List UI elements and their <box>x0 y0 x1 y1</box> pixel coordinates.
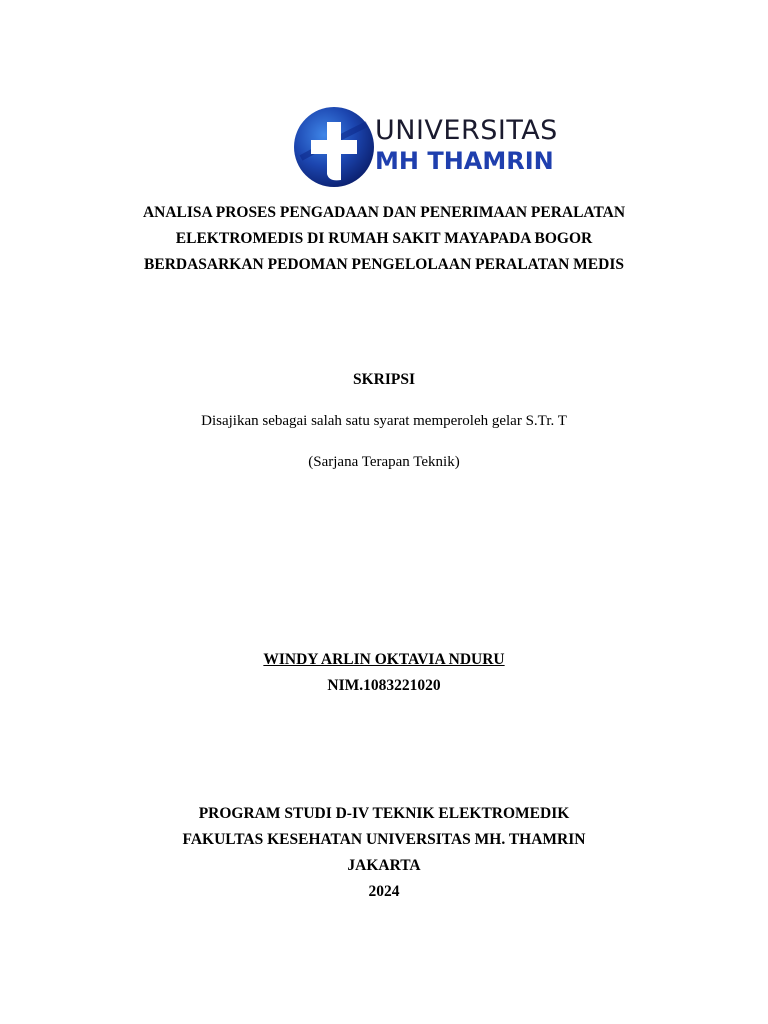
year: 2024 <box>368 883 400 900</box>
logo-line-mh-thamrin: MH THAMRIN <box>375 147 554 175</box>
document-type: SKRIPSI <box>352 371 416 388</box>
title-line-3: BERDASARKAN PEDOMAN PENGELOLAAN PERALATAN MEDIS <box>144 256 624 273</box>
city: JAKARTA <box>347 857 421 874</box>
thesis-title <box>0 200 768 278</box>
title-line-1: ANALISA PROSES PENGADAAN DAN PENERIMAAN PERALATAN <box>142 204 626 221</box>
title-line-2: ELEKTROMEDIS DI RUMAH SAKIT MAYAPADA BOGOR <box>175 230 593 247</box>
faculty: FAKULTAS KESEHATAN UNIVERSITAS MH. THAMRIN <box>182 831 586 848</box>
author-name <box>0 651 768 669</box>
institution-block <box>0 801 768 905</box>
degree-purpose: Disajikan sebagai salah satu syarat memperoleh gelar S.Tr. T <box>201 413 567 429</box>
study-program: PROGRAM STUDI D-IV TEKNIK ELEKTROMEDIK <box>198 805 570 822</box>
author-name-text: WINDY ARLIN OKTAVIA NDURU <box>263 651 505 668</box>
logo-wordmark <box>375 115 558 176</box>
university-logo <box>293 106 558 190</box>
student-id: NIM.1083221020 <box>327 677 441 694</box>
degree-name: (Sarjana Terapan Teknik) <box>308 454 460 470</box>
logo-line-universitas: UNIVERSITAS <box>375 115 558 146</box>
university-emblem-icon <box>293 106 375 188</box>
